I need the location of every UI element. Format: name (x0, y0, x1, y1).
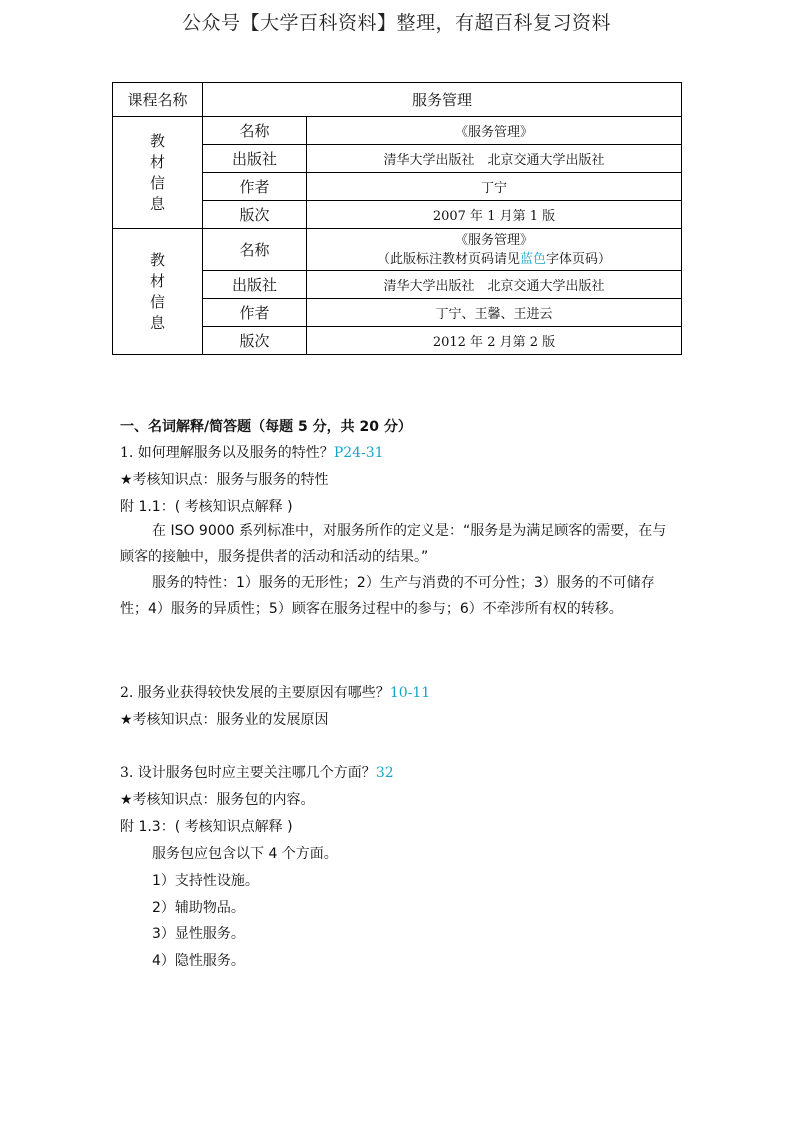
book1-publisher-label: 出版社 (203, 145, 307, 173)
note-suffix: 字体页码） (546, 251, 612, 267)
q3-question-text: 3. 设计服务包时应主要关注哪几个方面？ (120, 765, 376, 781)
list-item: 1）支持性设施。 (152, 873, 259, 889)
q1-paragraph-2: 服务的特性：1）服务的无形性；2）生产与消费的不可分性；3）服务的不可储存性；4）服务的异质性；5）顾客在服务过程中的参与；6）不牵涉所有权的转移。 (120, 575, 655, 617)
q3-question (120, 762, 690, 782)
q2-question (120, 682, 690, 702)
q3-intro: 服务包应包含以下 4 个方面。 (152, 846, 338, 862)
q1-question (120, 442, 690, 462)
q3-pages: 32 (375, 765, 394, 781)
book1-author-label: 作者 (203, 173, 307, 201)
list-item: 2）辅助物品。 (152, 900, 245, 916)
book1-author-value: 丁宁 (307, 173, 682, 201)
book2-name-value: 《服务管理》 (454, 232, 533, 248)
note-prefix: （此版标注教材页码请见 (376, 251, 520, 267)
vertical-char: 信 (149, 173, 165, 192)
section-title: 一、名词解释/简答题（每题 5 分，共 20 分） (120, 419, 412, 435)
vertical-char: 教 (149, 131, 165, 150)
q1-question-text: 1. 如何理解服务以及服务的特性？ (120, 445, 334, 461)
q1-paragraph-1: 在 ISO 9000 系列标准中，对服务所作的定义是：“服务是为满足顾客的需要，在与顾客的接触中，服务提供者的活动和活动的结果。” (120, 523, 667, 565)
q3-knowledge-point: ★考核知识点：服务包的内容。 (120, 792, 315, 808)
q3-appendix: 附 1.3：( 考核知识点解释 ) (120, 819, 293, 835)
q2-question-text: 2. 服务业获得较快发展的主要原因有哪些？ (120, 685, 390, 701)
book1-publisher-value: 清华大学出版社 北京交通大学出版社 (307, 145, 682, 173)
list-item: 4）隐性服务。 (152, 953, 245, 969)
q1-pages: P24-31 (333, 445, 384, 461)
book2-publisher-label: 出版社 (203, 271, 307, 299)
book1-edition-label: 版次 (203, 201, 307, 229)
course-info-table (112, 82, 682, 355)
book2-info-label (113, 229, 203, 355)
course-name-value: 服务管理 (203, 83, 682, 117)
book2-author-label: 作者 (203, 299, 307, 327)
book1-name-label: 名称 (203, 117, 307, 145)
q2-pages: 10-11 (389, 685, 431, 701)
vertical-char: 息 (149, 313, 165, 332)
book2-edition-value: 2012 年 2 月第 2 版 (307, 327, 682, 355)
book2-publisher-value: 清华大学出版社 北京交通大学出版社 (307, 271, 682, 299)
vertical-char: 材 (149, 152, 165, 171)
vertical-char: 材 (149, 271, 165, 290)
table-row (113, 83, 682, 117)
book2-name-cell (307, 229, 682, 271)
book2-name-label: 名称 (203, 229, 307, 271)
note-blue-text: 蓝色 (519, 251, 546, 267)
course-name-label: 课程名称 (113, 83, 203, 117)
page-header: 公众号【大学百科资料】整理，有超百科复习资料 (181, 12, 611, 34)
q1-appendix: 附 1.1：( 考核知识点解释 ) (120, 499, 293, 515)
list-item: 3）显性服务。 (152, 926, 245, 942)
book1-info-label (113, 117, 203, 229)
book1-edition-value: 2007 年 1 月第 1 版 (307, 201, 682, 229)
vertical-char: 信 (149, 292, 165, 311)
book2-name-note (309, 250, 679, 269)
q2-knowledge-point: ★考核知识点：服务业的发展原因 (120, 712, 329, 728)
q1-knowledge-point: ★考核知识点：服务与服务的特性 (120, 472, 329, 488)
vertical-char: 息 (149, 194, 165, 213)
table-row (113, 117, 682, 145)
vertical-char: 教 (149, 250, 165, 269)
book2-author-value: 丁宁、王馨、王进云 (307, 299, 682, 327)
table-row (113, 229, 682, 271)
book1-name-value: 《服务管理》 (307, 117, 682, 145)
book2-edition-label: 版次 (203, 327, 307, 355)
